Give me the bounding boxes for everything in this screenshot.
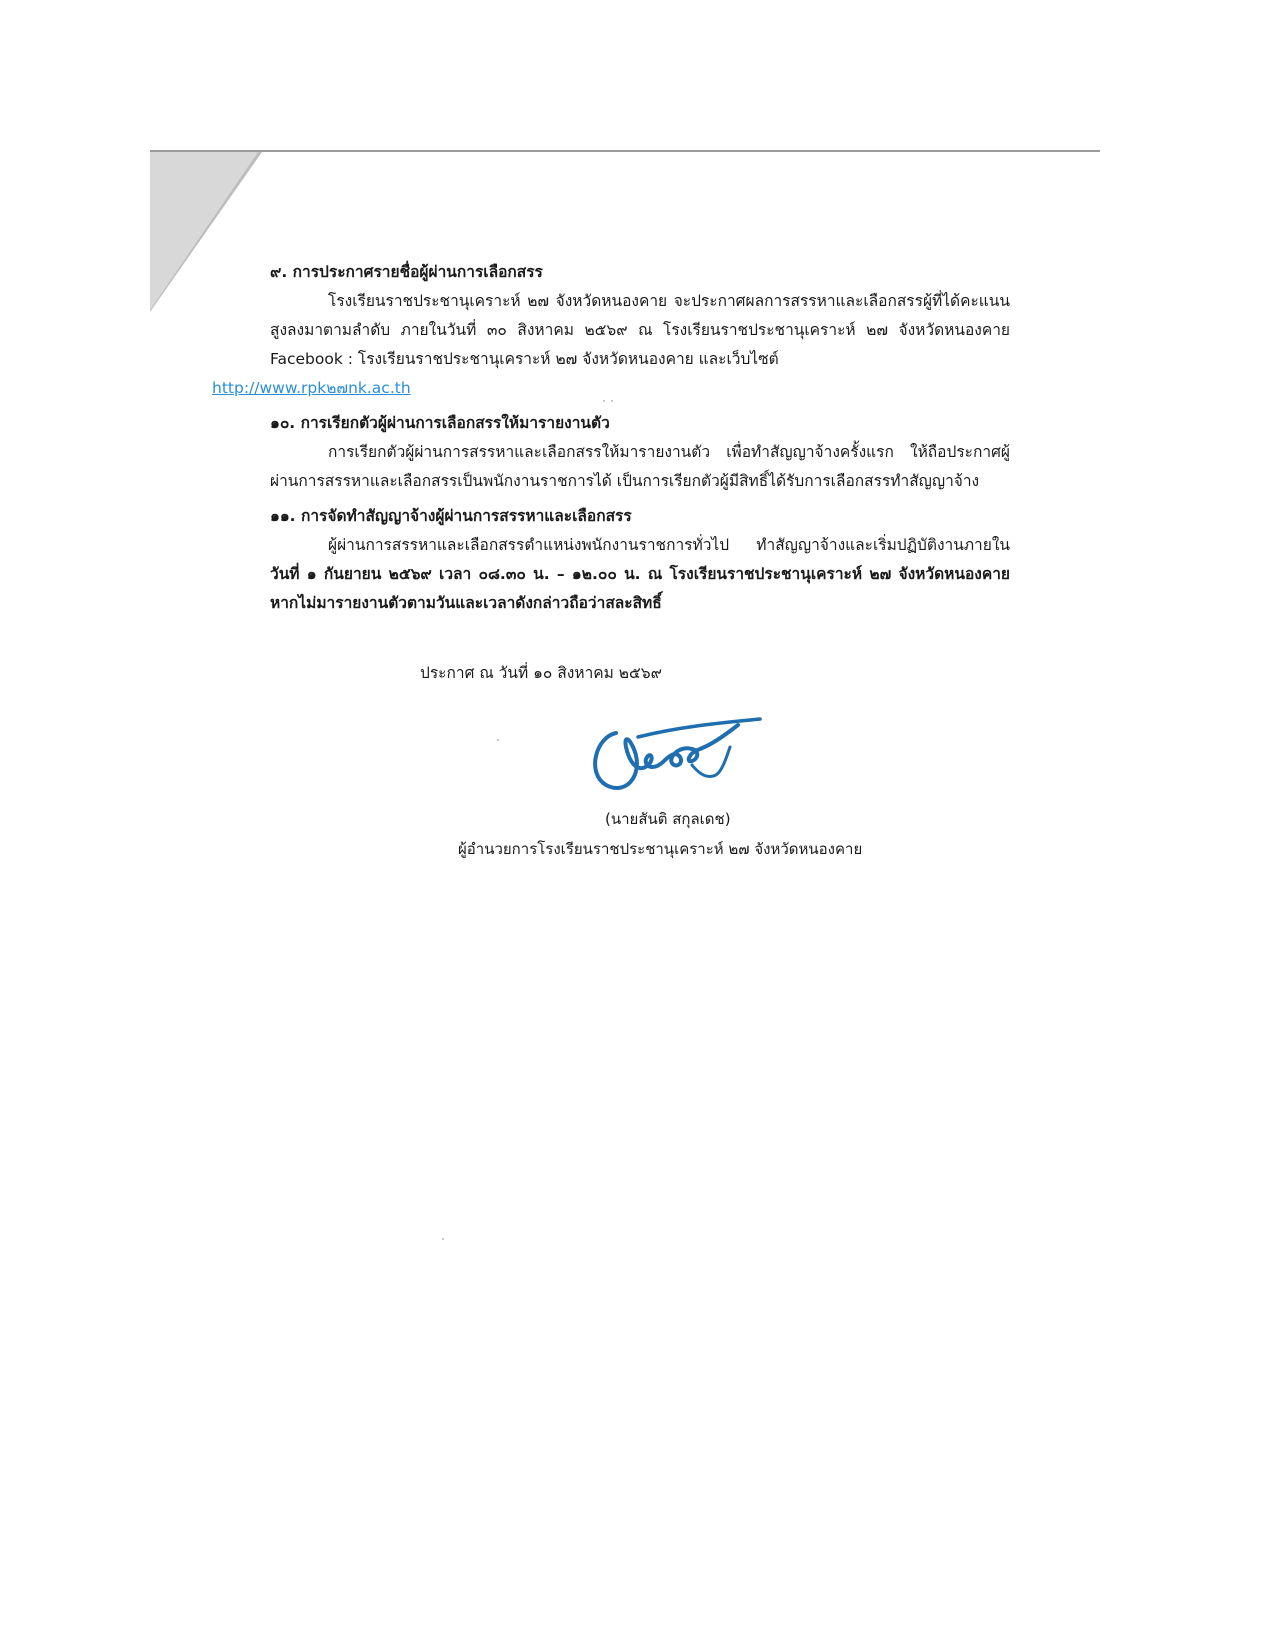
section-11-deadline: วันที่ ๑ กันยายน ๒๕๖๙ เวลา ๐๘.๓๐ น. – ๑๒.๐๐ น. ณ โรงเรียนราชประชานุเคราะห์ ๒๗ จังหวัดหนองคาย หากไม่มารายงานตัวตามวันและเวลาดังกล่าวถือว่าสละสิทธิ์ xyxy=(270,565,1010,612)
announcement-date: ประกาศ ณ วันที่ ๑๐ สิงหาคม ๒๕๖๙ xyxy=(420,664,662,682)
scan-folded-corner xyxy=(150,152,270,312)
scan-speck xyxy=(603,400,605,402)
section-10 xyxy=(270,409,1010,496)
scan-speck xyxy=(497,739,499,741)
section-9-text: โรงเรียนราชประชานุเคราะห์ ๒๗ จังหวัดหนองคาย จะประกาศผลการสรรหาและเลือกสรรผู้ที่ได้คะแนนสูงลงมาตามลำดับ ภายในวันที่ ๓๐ สิงหาคม ๒๕๖๙ ณ โรงเรียนราชประชานุเคราะห์ ๒๗ จังหวัดหนองคาย Facebook : โรงเรียนราชประชานุเคราะห์ ๒๗ จังหวัดหนองคาย และเว็บไซต์ xyxy=(270,292,1010,368)
document-body xyxy=(212,258,1010,624)
signer-name: (นายสันติ สกุลเดช) xyxy=(605,810,731,828)
section-11 xyxy=(270,502,1010,618)
scan-edge-line xyxy=(150,150,1100,152)
section-11-text: ผู้ผ่านการสรรหาและเลือกสรรตำแหน่งพนักงานราชการทั่วไป ทำสัญญาจ้างและเริ่มปฏิบัติงานภายใน xyxy=(328,536,1010,554)
director-signature xyxy=(588,715,763,805)
section-11-heading: ๑๑. การจัดทำสัญญาจ้างผู้ผ่านการสรรหาและเลือกสรร xyxy=(270,507,632,525)
scan-speck xyxy=(442,1238,444,1240)
section-10-paragraph: การเรียกตัวผู้ผ่านการสรรหาและเลือกสรรให้มารายงานตัว เพื่อทำสัญญาจ้างครั้งแรก ให้ถือประกาศผู้ผ่านการสรรหาและเลือกสรรเป็นพนักงานราชการได้ เป็นการเรียกตัวผู้มีสิทธิ์ได้รับการเลือกสรรทำสัญญาจ้าง xyxy=(270,443,1010,490)
section-11-paragraph xyxy=(270,531,1010,618)
section-10-heading: ๑๐. การเรียกตัวผู้ผ่านการเลือกสรรให้มารายงานตัว xyxy=(270,414,610,432)
school-website-link[interactable]: http://www.rpk๒๗nk.ac.th xyxy=(212,379,411,397)
signer-title: ผู้อำนวยการโรงเรียนราชประชานุเคราะห์ ๒๗ จังหวัดหนองคาย xyxy=(458,840,863,858)
scan-speck xyxy=(611,400,613,402)
section-9-heading: ๙. การประกาศรายชื่อผู้ผ่านการเลือกสรร xyxy=(270,263,543,281)
section-9 xyxy=(212,258,1010,403)
section-9-paragraph xyxy=(212,287,1010,403)
